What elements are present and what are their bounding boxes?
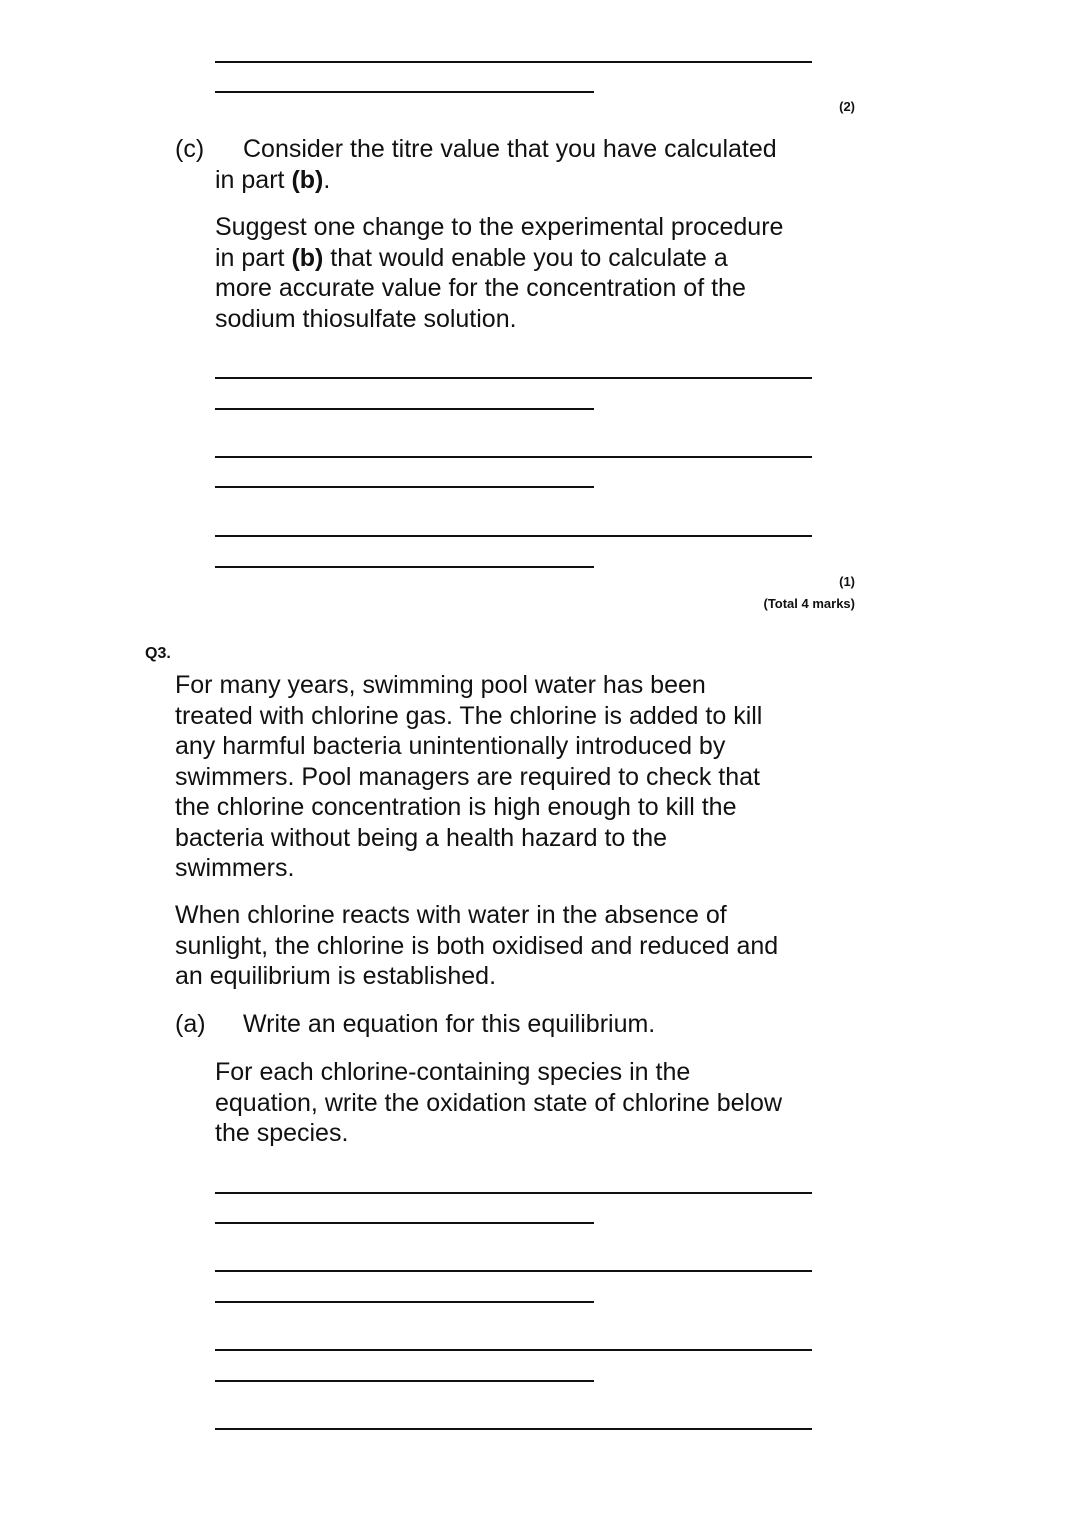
answer-line[interactable]: [215, 1222, 594, 1224]
part-a-instructions: For each chlorine-containing species in the equation, write the oxidation state of chlorine below the species.: [215, 1058, 783, 1147]
part-c-label: (c): [175, 135, 205, 163]
answer-line: [215, 61, 812, 63]
answer-line[interactable]: [215, 456, 812, 458]
answer-line[interactable]: [215, 1192, 812, 1194]
q3-intro: For many years, swimming pool water has been treated with chlorine gas. The chlorine is added to kill any harmful bacteria unintentionally introduced by swimmers. Pool managers are required to check that the chlorine concentration is high enough to kill the bacteria without being a health hazard to the swimmers.: [175, 671, 763, 882]
part-c-line1: Consider the titre value that you have calculated: [243, 135, 777, 163]
mark-allocation: (2): [839, 99, 855, 114]
suggest-line: more accurate value for the concentration of the: [215, 274, 746, 302]
part-a-question: (a) Write an equation for this equilibrium.: [175, 1010, 656, 1038]
part-a-label: (a): [175, 1010, 206, 1038]
part-c-suggest: [215, 212, 783, 334]
answer-line[interactable]: [215, 566, 594, 568]
answer-line[interactable]: [215, 1301, 594, 1303]
suggest-line: sodium thiosulfate solution.: [215, 304, 517, 333]
answer-line[interactable]: [215, 377, 812, 379]
mark-allocation: (1): [839, 574, 855, 589]
question-number: Q3.: [145, 645, 171, 662]
answer-line[interactable]: [215, 535, 812, 537]
answer-line[interactable]: [215, 1380, 594, 1382]
answer-line: [215, 91, 594, 93]
answer-line[interactable]: [215, 1270, 812, 1272]
part-c-line2: in part (b).: [215, 166, 331, 194]
answer-line[interactable]: [215, 1349, 812, 1351]
answer-line[interactable]: [215, 1428, 812, 1430]
answer-line[interactable]: [215, 408, 594, 410]
suggest-line: in part (b) that would enable you to calculate a: [215, 243, 728, 272]
q3-reaction: When chlorine reacts with water in the absence of sunlight, the chlorine is both oxidised and reduced and an equilibrium is established.: [175, 901, 779, 990]
total-marks: (Total 4 marks): [763, 596, 855, 611]
part-c-question: [175, 134, 777, 165]
answer-line[interactable]: [215, 486, 594, 488]
suggest-line: Suggest one change to the experimental procedure: [215, 213, 784, 241]
